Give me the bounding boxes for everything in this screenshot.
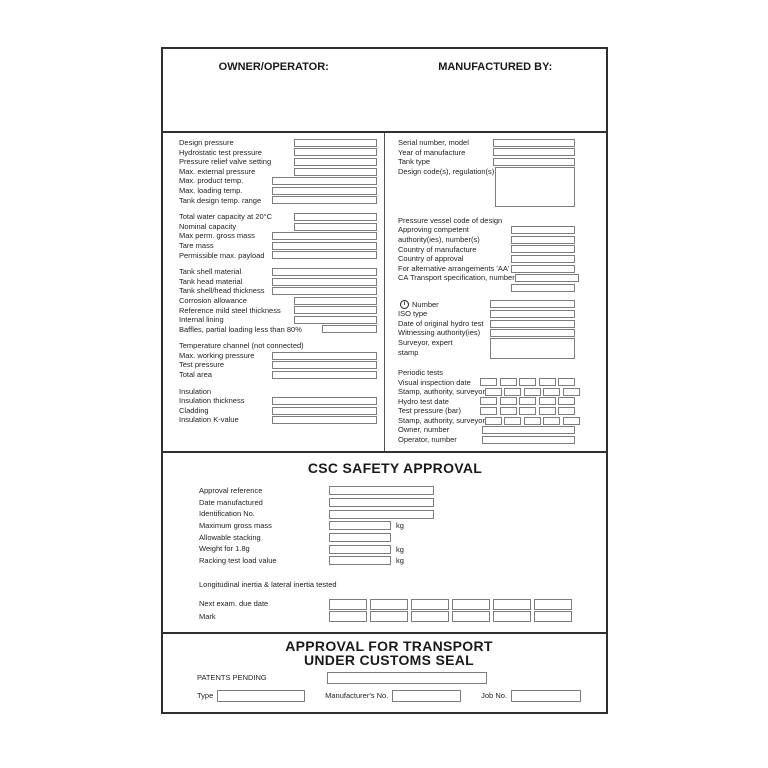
field-group <box>179 138 377 205</box>
form-row <box>179 138 377 148</box>
field-label: For alternative arrangements 'AA' <box>398 263 510 273</box>
surveyor-expert-input[interactable] <box>490 338 575 359</box>
stamp-authority-surveyor-5-input[interactable] <box>563 417 580 425</box>
mark-4-input[interactable] <box>452 611 490 622</box>
form-row <box>179 370 377 380</box>
form-row <box>179 196 377 206</box>
field-label: Insulation thickness <box>179 396 245 406</box>
group-heading: Pressure vessel code of design <box>398 215 503 225</box>
patents-pending-label: PATENTS PENDING <box>197 673 267 683</box>
inertia-note: Longitudinal inertia & lateral inertia tested <box>199 579 337 589</box>
field-label: Year of manufacture <box>398 147 466 157</box>
csc-row <box>199 555 591 567</box>
csc-row <box>199 497 591 509</box>
visual-inspection-date-1-input[interactable] <box>480 378 497 386</box>
owner-number-input[interactable] <box>482 426 575 434</box>
circled-i-icon: i <box>400 300 409 309</box>
group-heading: Temperature channel (not connected) <box>179 341 304 351</box>
max-external-pressure-input[interactable] <box>294 168 377 176</box>
field-label: Approval reference <box>199 486 263 496</box>
field-label-text: Number <box>412 299 439 309</box>
customs-seal-section <box>163 632 606 714</box>
form-row <box>179 267 377 277</box>
form-row <box>398 235 575 245</box>
insulation-thickness-input[interactable] <box>272 397 377 405</box>
stamp-authority-surveyor-3-input[interactable] <box>524 388 541 396</box>
mark-6-input[interactable] <box>534 611 572 622</box>
form-row <box>179 186 377 196</box>
test-pressure-bar-2-input[interactable] <box>500 407 517 415</box>
operator-number-input[interactable] <box>482 436 575 444</box>
country-of-manufacture-input[interactable] <box>511 245 575 253</box>
field-label: Design pressure <box>179 138 234 147</box>
field-group <box>179 267 377 334</box>
field-label: Job No. <box>481 691 507 701</box>
multi-box-group <box>485 388 580 396</box>
right-column <box>384 133 606 451</box>
unlabeled-input[interactable] <box>511 284 575 292</box>
mark-3-input[interactable] <box>411 611 449 622</box>
form-row <box>179 360 377 370</box>
exam-row <box>199 598 591 611</box>
tare-mass-input[interactable] <box>272 242 377 250</box>
form-row <box>398 368 575 378</box>
country-of-approval-input[interactable] <box>511 255 575 263</box>
form-row <box>398 435 575 445</box>
stamp-authority-surveyor-4-input[interactable] <box>543 388 560 396</box>
form-row <box>179 157 377 167</box>
multi-box-group <box>480 378 575 386</box>
csc-rows <box>199 485 591 567</box>
field-label: Date of original hydro test <box>398 318 484 328</box>
form-row <box>179 396 377 406</box>
stamp-authority-surveyor-1-input[interactable] <box>485 417 502 425</box>
multi-box-group <box>480 397 575 405</box>
mark-5-input[interactable] <box>493 611 531 622</box>
for-alternative-arrangements-aa-input[interactable] <box>511 265 575 273</box>
hydro-test-date-4-input[interactable] <box>539 397 556 405</box>
field-label: Insulation K-value <box>179 415 239 425</box>
date-manufactured-input[interactable] <box>329 498 434 507</box>
form-row <box>179 315 377 325</box>
customs-fields-row <box>197 690 581 702</box>
form-row <box>398 264 575 274</box>
baffles-partial-loading-less-than-80-input[interactable] <box>322 325 377 333</box>
hydrostatic-test-pressure-input[interactable] <box>294 148 377 156</box>
field-label: authority(ies), number(s) <box>398 234 480 244</box>
form-row <box>398 397 575 407</box>
serial-number-model-input[interactable] <box>493 139 575 147</box>
field-label: Stamp, authority, surveyor <box>398 387 485 397</box>
form-row <box>398 273 575 283</box>
group-heading: Insulation <box>179 386 212 396</box>
stamp-authority-surveyor-2-input[interactable] <box>504 417 521 425</box>
field-label: Approving competent <box>398 225 469 235</box>
field-label: Design code(s), regulation(s) <box>398 166 495 176</box>
stamp-authority-surveyor-5-input[interactable] <box>563 388 580 396</box>
exam-row <box>199 610 591 623</box>
mark-1-input[interactable] <box>329 611 367 622</box>
patents-pending-row <box>197 672 581 684</box>
design-code-s-regulation-s-input[interactable] <box>495 167 575 207</box>
form-row <box>398 319 575 329</box>
field-label: Date manufactured <box>199 497 263 507</box>
left-column <box>163 133 384 451</box>
form-header <box>163 49 606 131</box>
visual-inspection-date-3-input[interactable] <box>519 378 536 386</box>
number-input[interactable] <box>490 300 575 308</box>
field-label: Visual inspection date <box>398 377 471 387</box>
group-heading: Periodic tests <box>398 367 444 377</box>
field-label: Max. product temp. <box>179 176 244 186</box>
tank-type-input[interactable] <box>493 158 575 166</box>
customs-title <box>197 640 581 667</box>
hydro-test-date-1-input[interactable] <box>480 397 497 405</box>
job-no-input[interactable] <box>511 690 581 702</box>
field-label: Country of approval <box>398 254 464 264</box>
unit-label: kg <box>396 521 404 531</box>
field-label: ISO type <box>398 309 428 319</box>
manufactured-by-heading: MANUFACTURED BY: <box>438 61 553 73</box>
form-row <box>179 341 377 351</box>
pressure-relief-valve-setting-input[interactable] <box>294 158 377 166</box>
corrosion-allowance-input[interactable] <box>294 297 377 305</box>
iso-type-input[interactable] <box>490 310 575 318</box>
form-row <box>179 296 377 306</box>
total-water-capacity-at-20-c-input[interactable] <box>294 213 377 221</box>
field-label: Tank shell/head thickness <box>179 286 265 296</box>
form-row <box>398 167 575 209</box>
field-label: Cladding <box>179 405 209 415</box>
next-exam-due-date-1-input[interactable] <box>329 599 367 610</box>
csc-row <box>199 543 591 555</box>
field-label: Maximum gross mass <box>199 521 272 531</box>
allowable-stacking-input[interactable] <box>329 533 391 542</box>
field-label: Operator, number <box>398 435 457 445</box>
exam-rows <box>199 598 591 623</box>
form-row <box>179 241 377 251</box>
next-exam-due-date-3-input[interactable] <box>411 599 449 610</box>
field-label: Baffles, partial loading less than 80% <box>179 324 302 334</box>
form-row <box>179 325 377 335</box>
racking-test-load-value-input[interactable] <box>329 556 391 565</box>
field-label: Max. working pressure <box>179 350 255 360</box>
csc-row <box>199 520 591 532</box>
field-group <box>398 216 575 293</box>
hydro-test-date-3-input[interactable] <box>519 397 536 405</box>
customs-field <box>197 690 305 702</box>
stamp-authority-surveyor-3-input[interactable] <box>524 417 541 425</box>
max-perm-gross-mass-input[interactable] <box>272 232 377 240</box>
field-label: Reference mild steel thickness <box>179 305 281 315</box>
field-label: Permissible max. payload <box>179 250 265 260</box>
visual-inspection-date-4-input[interactable] <box>539 378 556 386</box>
form-row <box>398 148 575 158</box>
field-label: Max perm. gross mass <box>179 231 255 241</box>
form-row <box>398 216 575 226</box>
field-label: Identification No. <box>199 509 255 519</box>
field-label: Test pressure <box>179 360 225 370</box>
form-row <box>179 277 377 287</box>
form-row <box>398 425 575 435</box>
test-pressure-input[interactable] <box>272 361 377 369</box>
form-row <box>179 387 377 397</box>
form-row <box>179 167 377 177</box>
field-label <box>398 300 439 310</box>
csc-row <box>199 532 591 544</box>
form-row <box>398 157 575 167</box>
field-group <box>398 300 575 361</box>
field-label: Nominal capacity <box>179 221 237 231</box>
field-label: Racking test load value <box>199 556 277 566</box>
mark-2-input[interactable] <box>370 611 408 622</box>
field-label: Owner, number <box>398 425 450 435</box>
tank-data-plate-form <box>161 47 608 714</box>
field-label: Total water capacity at 20°C <box>179 212 273 222</box>
ca-transport-specification-number-input[interactable] <box>515 274 579 282</box>
field-label: Mark <box>199 611 216 621</box>
test-pressure-bar-1-input[interactable] <box>480 407 497 415</box>
witnessing-authority-ies-input[interactable] <box>490 329 575 337</box>
form-row <box>398 300 575 310</box>
cladding-input[interactable] <box>272 407 377 415</box>
field-label: Country of manufacture <box>398 244 477 254</box>
total-area-input[interactable] <box>272 371 377 379</box>
form-row <box>179 351 377 361</box>
reference-mild-steel-thickness-input[interactable] <box>294 306 377 314</box>
csc-row <box>199 485 591 497</box>
form-row <box>398 406 575 416</box>
tank-design-temp-range-input[interactable] <box>272 196 377 204</box>
insulation-k-value-input[interactable] <box>272 416 377 424</box>
form-row <box>398 309 575 319</box>
form-row <box>179 251 377 261</box>
customs-field <box>481 690 581 702</box>
form-row <box>398 245 575 255</box>
customs-field <box>325 690 461 702</box>
max-product-temp-input[interactable] <box>272 177 377 185</box>
internal-lining-input[interactable] <box>294 316 377 324</box>
field-label: Tare mass <box>179 240 214 250</box>
visual-inspection-date-5-input[interactable] <box>558 378 575 386</box>
field-label: Tank head material <box>179 276 243 286</box>
form-row <box>398 416 575 426</box>
form-row <box>179 231 377 241</box>
field-label: Total area <box>179 370 212 380</box>
max-loading-temp-input[interactable] <box>272 187 377 195</box>
multi-box-group <box>480 407 575 415</box>
year-of-manufacture-input[interactable] <box>493 148 575 156</box>
maximum-gross-mass-input[interactable] <box>329 521 391 530</box>
unit-label: kg <box>396 544 404 554</box>
stamp-authority-surveyor-1-input[interactable] <box>485 388 502 396</box>
field-label: Weight for 1.8g <box>199 544 250 554</box>
nominal-capacity-input[interactable] <box>294 223 377 231</box>
field-label: Tank type <box>398 157 431 167</box>
test-pressure-bar-3-input[interactable] <box>519 407 536 415</box>
approval-reference-input[interactable] <box>329 486 434 495</box>
field-label: Test pressure (bar) <box>398 406 461 416</box>
form-row <box>398 387 575 397</box>
hydro-test-date-5-input[interactable] <box>558 397 575 405</box>
field-label: Hydrostatic test pressure <box>179 147 262 157</box>
unit-label: kg <box>396 556 404 566</box>
form-row <box>179 212 377 222</box>
field-group <box>179 341 377 379</box>
field-label: Pressure relief valve setting <box>179 157 272 167</box>
csc-safety-approval-section <box>163 451 606 632</box>
field-label: Max. external pressure <box>179 166 256 176</box>
stamp-authority-surveyor-4-input[interactable] <box>543 417 560 425</box>
field-label: Type <box>197 691 214 701</box>
test-pressure-bar-5-input[interactable] <box>558 407 575 415</box>
hydro-test-date-2-input[interactable] <box>500 397 517 405</box>
next-exam-due-date-4-input[interactable] <box>452 599 490 610</box>
visual-inspection-date-2-input[interactable] <box>500 378 517 386</box>
form-row <box>179 306 377 316</box>
field-label: Corrosion allowance <box>179 295 247 305</box>
form-row <box>179 176 377 186</box>
form-row <box>398 328 575 338</box>
identification-no-input[interactable] <box>329 510 434 519</box>
customs-title-line2: UNDER CUSTOMS SEAL <box>303 651 475 668</box>
type-input[interactable] <box>217 690 305 702</box>
field-label: CA Transport specification, number <box>398 273 515 283</box>
max-working-pressure-input[interactable] <box>272 352 377 360</box>
field-group <box>398 368 575 445</box>
field-label-line: Surveyor, expert <box>398 337 453 347</box>
field-label: Allowable stacking <box>199 532 261 542</box>
form-row <box>179 406 377 416</box>
field-label-line: stamp <box>398 347 419 357</box>
field-label: Serial number, model <box>398 138 469 147</box>
customs-title-line1: APPROVAL FOR TRANSPORT <box>285 638 493 654</box>
form-row <box>398 254 575 264</box>
field-label: Manufacturer's No. <box>325 691 389 701</box>
field-label: Witnessing authority(ies) <box>398 328 481 338</box>
form-row <box>398 378 575 388</box>
next-exam-due-date-2-input[interactable] <box>370 599 408 610</box>
csc-row <box>199 508 591 520</box>
authority-ies-number-s-input[interactable] <box>511 236 575 244</box>
design-pressure-input[interactable] <box>294 139 377 147</box>
patents-pending-input[interactable] <box>327 672 487 684</box>
field-group <box>179 212 377 260</box>
csc-title: CSC SAFETY APPROVAL <box>307 460 483 476</box>
field-label: Tank design temp. range <box>179 195 262 205</box>
field-label: Next exam. due date <box>199 599 269 609</box>
form-row <box>398 338 575 361</box>
next-exam-due-date-5-input[interactable] <box>493 599 531 610</box>
field-label: Max. loading temp. <box>179 185 243 195</box>
field-label: Hydro test date <box>398 396 449 406</box>
field-label <box>398 338 453 357</box>
manufacturer-s-no-input[interactable] <box>392 690 461 702</box>
next-exam-due-date-6-input[interactable] <box>534 599 572 610</box>
date-of-original-hydro-test-input[interactable] <box>490 320 575 328</box>
field-group <box>179 387 377 425</box>
form-row <box>179 222 377 232</box>
specifications-section <box>163 131 606 451</box>
form-row <box>179 415 377 425</box>
test-pressure-bar-4-input[interactable] <box>539 407 556 415</box>
owner-operator-heading: OWNER/OPERATOR: <box>218 61 329 73</box>
field-group <box>398 138 575 209</box>
weight-for-1-8g-input[interactable] <box>329 545 391 554</box>
field-label: Stamp, authority, surveyor <box>398 415 485 425</box>
tank-head-material-input[interactable] <box>272 278 377 286</box>
form-row <box>179 286 377 296</box>
tank-shell-material-input[interactable] <box>272 268 377 276</box>
field-label: Internal lining <box>179 315 224 325</box>
permissible-max-payload-input[interactable] <box>272 251 377 259</box>
field-label: Tank shell material <box>179 267 242 277</box>
form-row <box>398 138 575 148</box>
multi-box-group <box>485 417 580 425</box>
approving-competent-input[interactable] <box>511 226 575 234</box>
tank-shell-head-thickness-input[interactable] <box>272 287 377 295</box>
form-row <box>398 283 575 293</box>
stamp-authority-surveyor-2-input[interactable] <box>504 388 521 396</box>
form-row <box>398 225 575 235</box>
form-row <box>179 148 377 158</box>
